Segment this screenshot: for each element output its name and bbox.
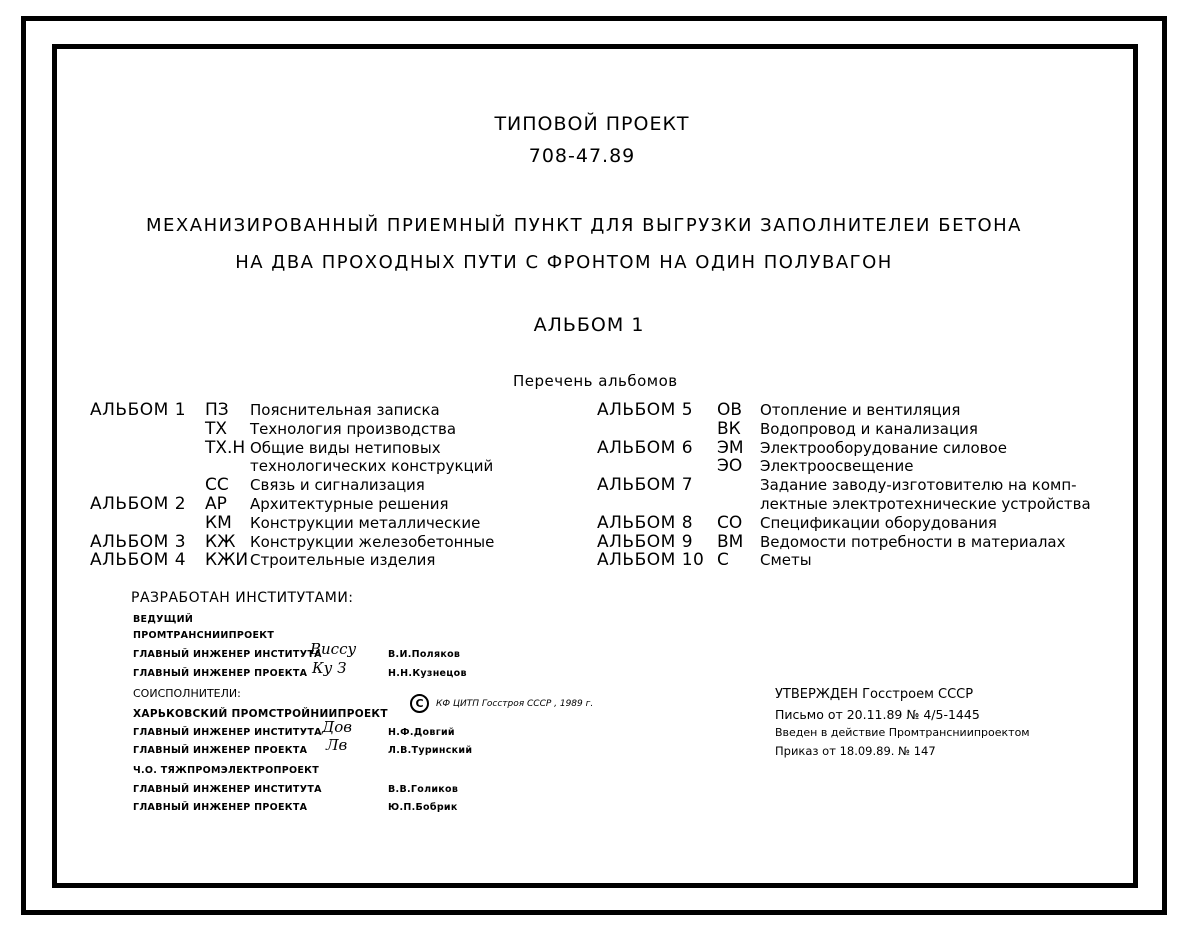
album-description: Водопровод и канализация bbox=[760, 419, 978, 438]
co-label: СОИСПОЛНИТЕЛИ: bbox=[133, 687, 241, 700]
person-name: Н.Ф.Довгий bbox=[388, 727, 455, 738]
person-name: В.В.Голиков bbox=[388, 784, 459, 795]
signature: Виссу bbox=[310, 640, 357, 658]
approval-line3: Введен в действие Промтрансниипроектом bbox=[775, 726, 1030, 739]
approval-line2: Письмо от 20.11.89 № 4/5-1445 bbox=[775, 707, 980, 722]
album-description: Задание заводу-изготовителю на комп- bbox=[760, 476, 1077, 495]
co1-org: ХАРЬКОВСКИЙ ПРОМСТРОЙНИИПРОЕКТ bbox=[133, 708, 388, 720]
copyright-text: КФ ЦИТП Госстроя СССР , 1989 г. bbox=[436, 699, 594, 709]
album-description: Конструкции железобетонные bbox=[250, 532, 495, 551]
developers-heading: РАЗРАБОТАН ИНСТИТУТАМИ: bbox=[131, 590, 354, 606]
album-label: АЛЬБОМ 1 bbox=[90, 400, 187, 420]
album-code: СС bbox=[205, 475, 229, 496]
album-code: ТХ.Н bbox=[205, 437, 246, 458]
album-description: Спецификации оборудования bbox=[760, 513, 997, 532]
album-description: Связь и сигнализация bbox=[250, 476, 425, 495]
doc-type: ТИПОВОЙ ПРОЕКТ bbox=[494, 113, 690, 135]
role: ГЛАВНЫЙ ИНЖЕНЕР ПРОЕКТА bbox=[133, 745, 308, 756]
album-title: АЛЬБОМ 1 bbox=[533, 314, 645, 336]
signature: Лв bbox=[326, 736, 348, 754]
person-name: В.И.Поляков bbox=[388, 649, 461, 660]
album-code: С bbox=[717, 550, 729, 571]
album-description: Технология производства bbox=[250, 419, 457, 438]
album-label: АЛЬБОМ 5 bbox=[597, 400, 694, 420]
album-label: АЛЬБОМ 2 bbox=[90, 494, 187, 514]
album-label: АЛЬБОМ 3 bbox=[90, 531, 187, 552]
album-description: Отопление и вентиляция bbox=[760, 401, 961, 419]
signature: Дов bbox=[322, 718, 352, 736]
role: ГЛАВНЫЙ ИНЖЕНЕР ПРОЕКТА bbox=[133, 802, 308, 813]
album-code: ВК bbox=[717, 418, 741, 439]
project-number: 708-47.89 bbox=[528, 145, 636, 167]
album-label: АЛЬБОМ 6 bbox=[597, 437, 694, 458]
lead-org: ПРОМТРАНСНИИПРОЕКТ bbox=[133, 630, 275, 641]
co2-org: Ч.О. ТЯЖПРОМЭЛЕКТРОПРОЕКТ bbox=[133, 765, 320, 776]
role: ГЛАВНЫЙ ИНЖЕНЕР ПРОЕКТА bbox=[133, 668, 308, 679]
role: ГЛАВНЫЙ ИНЖЕНЕР ИНСТИТУТА bbox=[133, 784, 322, 795]
album-description: Сметы bbox=[760, 551, 812, 570]
project-name-line2: НА ДВА ПРОХОДНЫХ ПУТИ С ФРОНТОМ НА ОДИН ПОЛУВАГОН bbox=[235, 252, 893, 273]
album-description: лектные электротехнические устройства bbox=[760, 495, 1091, 513]
approval-line4: Приказ от 18.09.89. № 147 bbox=[775, 744, 936, 758]
album-description: Конструкции металлические bbox=[250, 513, 481, 532]
project-name-line1: МЕХАНИЗИРОВАННЫЙ ПРИЕМНЫЙ ПУНКТ ДЛЯ ВЫГРУЗКИ ЗАПОЛНИТЕЛЕИ БЕТОНА bbox=[146, 215, 1022, 236]
album-code: ВМ bbox=[717, 531, 744, 552]
album-code: КМ bbox=[205, 512, 232, 533]
album-description: Электроосвещение bbox=[760, 457, 914, 476]
album-code: ТХ bbox=[205, 418, 228, 439]
album-code: ЭО bbox=[717, 456, 743, 477]
album-code: ПЗ bbox=[205, 400, 229, 420]
album-label: АЛЬБОМ 4 bbox=[90, 550, 187, 571]
person-name: Л.В.Туринский bbox=[388, 745, 473, 756]
album-label: АЛЬБОМ 8 bbox=[597, 512, 694, 533]
album-label: АЛЬБОМ 9 bbox=[597, 531, 694, 552]
inner-frame bbox=[52, 44, 1138, 888]
album-description: Общие виды нетиповых bbox=[250, 438, 441, 457]
album-label: АЛЬБОМ 7 bbox=[597, 475, 694, 496]
album-description: технологических конструкций bbox=[250, 457, 494, 476]
album-code: КЖИ bbox=[205, 550, 249, 571]
album-code: СО bbox=[717, 512, 743, 533]
lead-label: ВЕДУЩИЙ bbox=[133, 614, 194, 625]
album-code: ОВ bbox=[717, 400, 743, 420]
album-description: Строительные изделия bbox=[250, 551, 436, 570]
album-code: ЭМ bbox=[717, 437, 744, 458]
role: ГЛАВНЫЙ ИНЖЕНЕР ИНСТИТУТА bbox=[133, 649, 322, 660]
person-name: Н.Н.Кузнецов bbox=[388, 668, 467, 679]
albums-heading: Перечень альбомов bbox=[513, 372, 678, 390]
album-code: АР bbox=[205, 494, 227, 514]
album-description: Электрооборудование силовое bbox=[760, 438, 1007, 457]
approval-line1: УТВЕРЖДЕН Госстроем СССР bbox=[775, 687, 974, 702]
role: ГЛАВНЫЙ ИНЖЕНЕР ИНСТИТУТА bbox=[133, 727, 322, 738]
signature: Ку З bbox=[312, 659, 347, 677]
album-description: Пояснительная записка bbox=[250, 401, 440, 419]
album-label: АЛЬБОМ 10 bbox=[597, 550, 705, 571]
copyright-icon: С bbox=[410, 694, 429, 713]
person-name: Ю.П.Бобрик bbox=[388, 802, 458, 813]
album-code: КЖ bbox=[205, 531, 236, 552]
album-description: Ведомости потребности в материалах bbox=[760, 532, 1066, 551]
album-description: Архитектурные решения bbox=[250, 495, 449, 513]
